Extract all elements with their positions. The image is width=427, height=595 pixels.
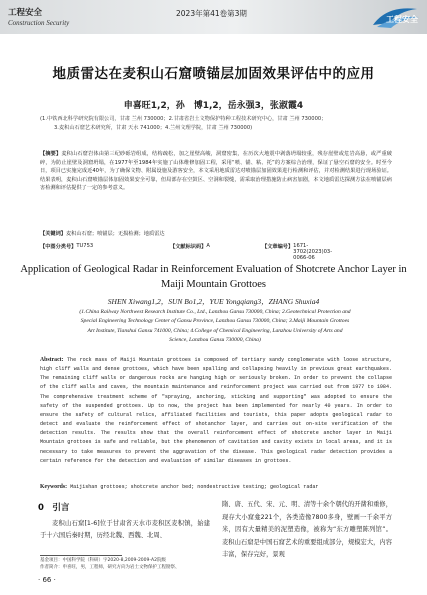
body-text-left: 麦积山石窟[1-6]位于甘肃省天水市麦积区麦积镇，始建于十六国后秦时期，历经北魏、西魏、北周、: [40, 520, 210, 540]
section-number: 0: [38, 503, 44, 513]
footnote-funding: 基金项目：中国科学院（科研）字2020-8,2009-2009-A2院级: [40, 558, 166, 563]
article-no-field: [262, 243, 333, 261]
journal-logo-icon: [369, 3, 421, 30]
clc-field: [40, 243, 94, 250]
section-heading: [38, 501, 69, 513]
footnote-author: 作者简介：申喜旺，男，工程师，研究方向为岩土文物保护工程勘察、: [40, 564, 180, 570]
clc-value: TU753: [76, 243, 94, 249]
affiliation-en-line: Art Institute, Tianshui Gansu 741000, China; 4.College of Chemical Engineering, Lanzhou University of Arts and: [87, 327, 343, 334]
article-no-value: 1671-3702(2023)03-0066-06: [293, 243, 333, 261]
authors-en: SHEN Xiwang1,2，SUN Bo1,2，YUE Yongqiang3，ZHANG Shuxia4: [107, 297, 320, 306]
affiliations-cn: [40, 115, 390, 133]
journal-name-en: Construction Security: [8, 19, 70, 27]
abstract-en: [40, 356, 392, 466]
keywords-cn-text: 麦积山石窟；喷锚层；无损检测；地质雷达: [65, 231, 165, 237]
abstract-cn: [40, 150, 392, 193]
affiliation-en-line: Special Engineering Technology Center of Gansu Province, Lanzhou Gansu 730000, China; 3.Maiji Mountain Grottoes: [80, 318, 350, 325]
affiliations-en: [40, 308, 390, 345]
journal-header: [0, 0, 427, 34]
keywords-en-text: Maijishan grottoes; shotcrete anchor bed; nondestructive testing; geological radar: [70, 484, 319, 490]
abstract-en-label: Abstract:: [40, 357, 64, 363]
keywords-cn-label: 【关键词】: [40, 231, 66, 237]
body-text-right: 隋、唐、五代、宋、元、明、清等十余个朝代的开凿和重修，现存大小窟龛221个，各类造像7800多身，壁画一千余平方米，因有大量精美的泥塑造像，被称为“东方雕塑陈列馆”。麦积山石窟是中国石窟艺术的重要组成部分，规模宏大，内容丰富，保存完好，景观: [222, 501, 393, 558]
journal-name-block: [8, 6, 69, 27]
affiliation-line: (1.中铁西北科学研究院有限公司，甘肃 兰州 730000；2.甘肃省岩土文物保护特种工程技术研究中心，甘肃 兰州 730000；: [40, 116, 327, 122]
footnotes: [40, 558, 212, 572]
doc-code-field: [170, 243, 210, 250]
article-title-cn: 地质雷达在麦积山石窟喷锚层加固效果评估中的应用: [52, 66, 375, 82]
issue-info: 2023年第41卷第3期: [176, 9, 247, 18]
clc-label: 【中图分类号】: [40, 244, 77, 250]
doc-code-value: A: [206, 243, 210, 249]
article-title-en: Application of Geological Radar in Reinforcement Evaluation of Shotcrete Anchor Layer in Maiji Mountain Grottoes: [20, 264, 407, 290]
abstract-en-text: The rock mass of Maiji Mountain grottoes is composed of tertiary sandy conglomerate with loose structure, high cliff walls and dense grottoes, which have been spalling and collapsing heavily in previous great earthquakes. The remaining cliff walls or dangerous rocks are hanging high or seriously broken. In order to prevent the collapse of the cliff walls and caves, the mountain maintenance and reinforcement project was carried out from 1977 to 1984. The comprehensive treatment scheme of "spraying, anchoring, sticking and supporting" was adopted to ensure the safety of the suspended grottoes. Up to now, the project has been implemented for nearly 40 years. In order to ensure the safety of cultural relics, affiliated facilities and tourists, this paper adopts geological radar to detect and evaluate the reinforcement effect of shotanchor layer, and carries out on-site verification of the detection results. The results show that the overall reinforcement effect of shotcrete anchor layer in Maiji Mountain grottoes is safe and reliable, but the phenomenon of cavitation and cavity exists in local areas, and it is necessary to take measures to prevent the aggravation of the disease. This geological radar detection provides a certain reference for the detection and evaluation of similar diseases in grottoes.: [40, 357, 392, 464]
abstract-cn-text: 麦积山石窟岩体由第三纪砂砾岩组成，结构疏松，加之崖壁高峻，洞窟密集，在历次大地震中剥落坍塌较重，残存崖壁或危岩高悬，或严重破碎，为防止崖壁及洞窟坍塌，在1977年至1984年实施了山体维修加固工程，采用“喷、锚、粘、托”的方案综合治理，保证了悬空石窟的安全。时至今日，项目已实施完成近40年，为了确保文物、附属设施及游客安全，本文采用地质雷达对喷锚层加固效果进行检测和评估，并对检测结果进行现场验证。结果表明，麦积山石窟喷锚层体加固效果安全可靠，但局部存在空鼓区、空洞和裂缝，需采取治理措施防止病害加剧，本文地质雷达探测方法在喷锚层病害检测和评估提供了一定的参考意义。: [40, 151, 392, 192]
keywords-en-label: Keywords:: [40, 484, 68, 490]
logo-text: 工程安全: [386, 15, 418, 24]
authors-cn: 申喜旺1,2，孙 博1,2，岳永强3，张淑霞4: [123, 101, 304, 111]
section-title: 引言: [52, 503, 70, 513]
article-no-label: 【文章编号】: [262, 244, 294, 250]
affiliation-en-line: (1.China Railway Northwest Research Institute Co., Ltd., Lanzhou Gansu 730000, China; 2.Geotechnical Protection and: [79, 309, 351, 315]
footnote-divider: [40, 555, 122, 556]
journal-name-cn: 工程安全: [8, 8, 43, 18]
keywords-cn: [40, 230, 392, 237]
affiliation-en-line: Science, Lanzhou Gansu 730000, China): [169, 336, 261, 343]
keywords-en: [40, 484, 392, 490]
affiliation-line: 3.麦积山石窟艺术研究所，甘肃 天水 741000；4.兰州文理学院，甘肃 兰州 730000): [54, 125, 253, 131]
page-number: · 66 ·: [38, 576, 56, 584]
doc-code-label: 【文献标识码】: [170, 244, 207, 250]
abstract-cn-label: 【摘要】: [40, 151, 62, 157]
